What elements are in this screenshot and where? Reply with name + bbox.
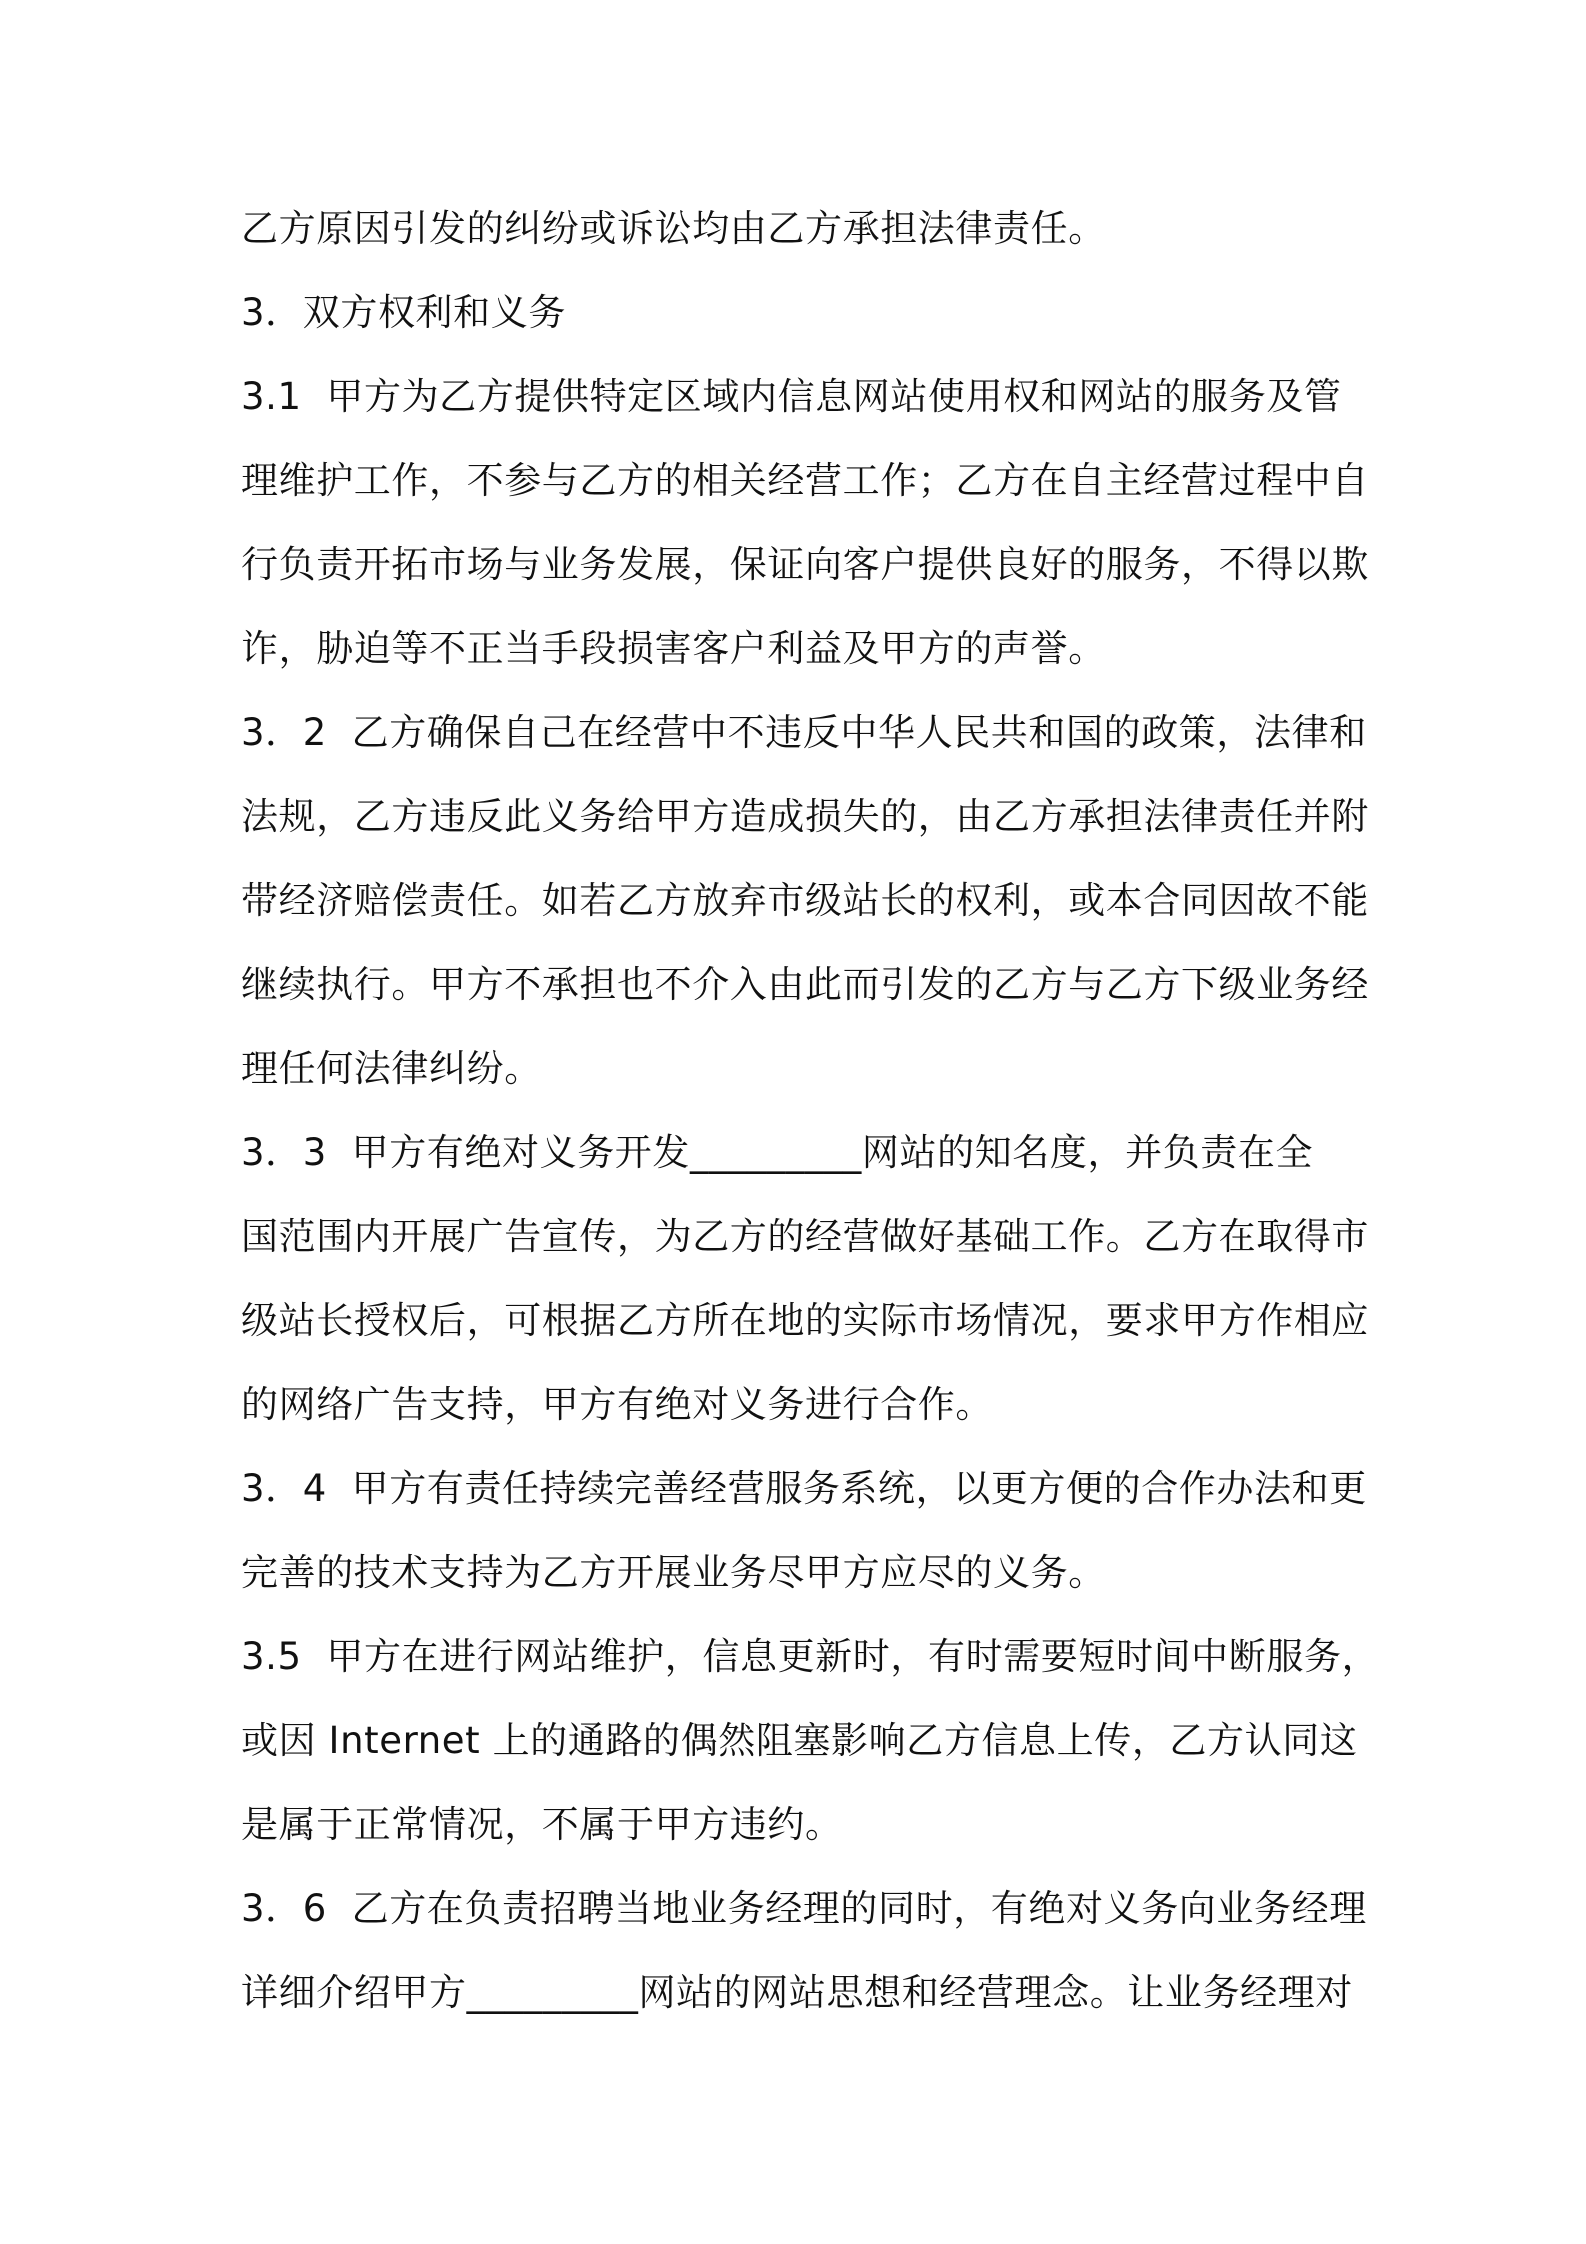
text-line: 3．2 乙方确保自己在经营中不违反中华人民共和国的政策，法律和 [241, 711, 1367, 754]
text-line: 乙方原因引发的纠纷或诉讼均由乙方承担法律责任。 [241, 207, 1106, 250]
text-line: 3．3 甲方有绝对义务开发_________网站的知名度，并负责在全 [241, 1131, 1314, 1174]
text-line: 法规，乙方违反此义务给甲方造成损失的，由乙方承担法律责任并附 [241, 795, 1369, 838]
text-line: 行负责开拓市场与业务发展，保证向客户提供良好的服务，不得以欺 [241, 543, 1369, 586]
text-line: 的网络广告支持，甲方有绝对义务进行合作。 [241, 1383, 993, 1426]
text-line: 3.1 甲方为乙方提供特定区域内信息网站使用权和网站的服务及管 [241, 375, 1342, 418]
text-line: 诈，胁迫等不正当手段损害客户利益及甲方的声誉。 [241, 627, 1106, 670]
text-line: 3.5 甲方在进行网站维护，信息更新时，有时需要短时间中断服务， [241, 1635, 1380, 1678]
text-line: 3．4 甲方有责任持续完善经营服务系统，以更方便的合作办法和更 [241, 1467, 1367, 1510]
text-line: 继续执行。甲方不承担也不介入由此而引发的乙方与乙方下级业务经 [241, 963, 1369, 1006]
text-line: 国范围内开展广告宣传，为乙方的经营做好基础工作。乙方在取得市 [241, 1215, 1369, 1258]
text-line: 带经济赔偿责任。如若乙方放弃市级站长的权利，或本合同因故不能 [241, 879, 1369, 922]
text-line: 理任何法律纠纷。 [241, 1047, 542, 1090]
text-line: 完善的技术支持为乙方开展业务尽甲方应尽的义务。 [241, 1551, 1106, 1594]
text-line: 理维护工作，不参与乙方的相关经营工作；乙方在自主经营过程中自 [241, 459, 1369, 502]
text-line: 级站长授权后，可根据乙方所在地的实际市场情况，要求甲方作相应 [241, 1299, 1369, 1342]
text-line: 3．6 乙方在负责招聘当地业务经理的同时，有绝对义务向业务经理 [241, 1887, 1367, 1930]
section-heading: 3．双方权利和义务 [241, 291, 566, 334]
text-line: 详细介绍甲方_________网站的网站思想和经营理念。让业务经理对 [241, 1971, 1353, 2014]
text-line: 或因 Internet 上的通路的偶然阻塞影响乙方信息上传，乙方认同这 [241, 1719, 1358, 1762]
text-line: 是属于正常情况，不属于甲方违约。 [241, 1803, 843, 1846]
